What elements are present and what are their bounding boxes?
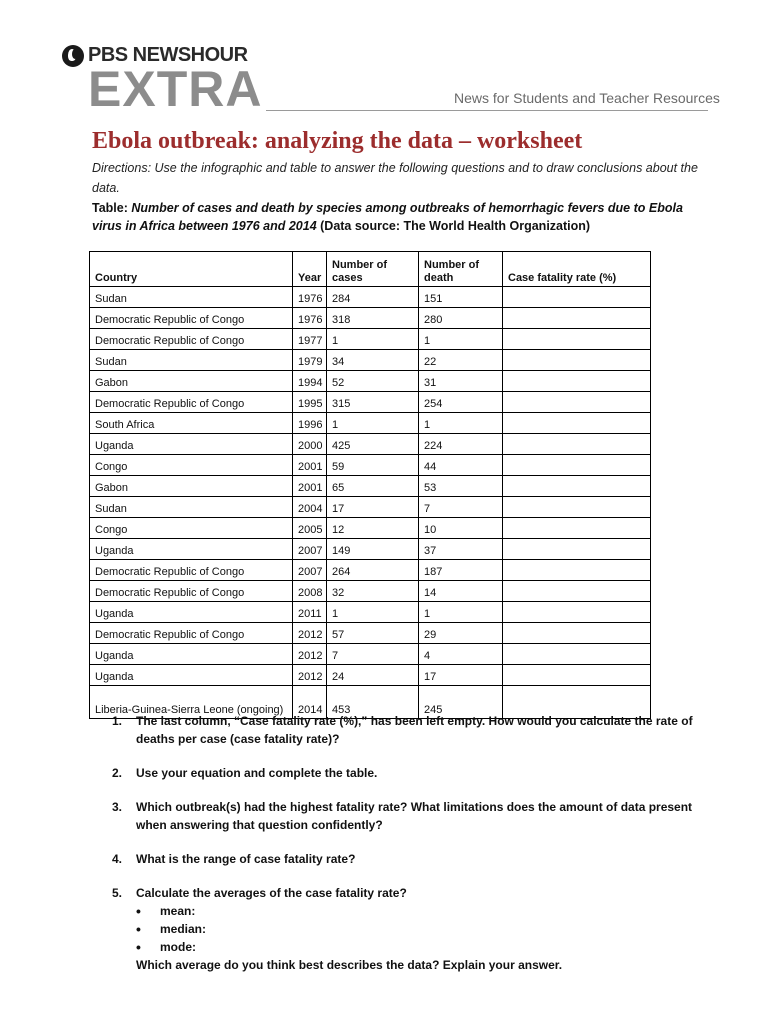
cell-year: 1979	[293, 350, 327, 371]
average-label: mean:	[160, 904, 196, 918]
cell-cases: 1	[327, 329, 419, 350]
question-item	[112, 884, 722, 974]
cell-fatality-rate[interactable]	[503, 392, 651, 413]
cell-fatality-rate[interactable]	[503, 518, 651, 539]
cell-country: Uganda	[90, 434, 293, 455]
cell-cases: 264	[327, 560, 419, 581]
header-fatality-rate: Case fatality rate (%)	[503, 252, 651, 287]
cell-cases: 17	[327, 497, 419, 518]
cell-year: 2001	[293, 455, 327, 476]
cell-deaths: 1	[419, 602, 503, 623]
cell-deaths: 187	[419, 560, 503, 581]
table-row	[90, 371, 651, 392]
cell-deaths: 44	[419, 455, 503, 476]
question-item	[112, 850, 722, 868]
table-caption	[92, 199, 712, 235]
cell-cases: 57	[327, 623, 419, 644]
cell-cases: 52	[327, 371, 419, 392]
question-item	[112, 764, 722, 782]
cell-cases: 315	[327, 392, 419, 413]
brand-name: PBS NEWSHOUR	[88, 44, 248, 66]
table-row	[90, 539, 651, 560]
table-row	[90, 434, 651, 455]
cell-country: Democratic Republic of Congo	[90, 329, 293, 350]
cell-deaths: 4	[419, 644, 503, 665]
average-item	[136, 938, 722, 956]
table-row	[90, 329, 651, 350]
cell-fatality-rate[interactable]	[503, 665, 651, 686]
header-year: Year	[293, 252, 327, 287]
caption-lead: Table:	[92, 201, 128, 215]
cell-country: Sudan	[90, 497, 293, 518]
question-number: 2.	[112, 766, 123, 780]
average-item	[136, 902, 722, 920]
table-row	[90, 497, 651, 518]
cell-country: Democratic Republic of Congo	[90, 581, 293, 602]
question-item	[112, 712, 722, 748]
cell-fatality-rate[interactable]	[503, 602, 651, 623]
cell-cases: 32	[327, 581, 419, 602]
question-item	[112, 798, 722, 834]
average-label: mode:	[160, 940, 196, 954]
cell-fatality-rate[interactable]	[503, 371, 651, 392]
cell-year: 2014	[293, 686, 327, 719]
question-text: Which outbreak(s) had the highest fatality rate? What limitations does the amount of data present when answering that question confidently?	[136, 800, 693, 832]
cell-cases: 149	[327, 539, 419, 560]
cell-deaths: 29	[419, 623, 503, 644]
cell-year: 2007	[293, 560, 327, 581]
table-row	[90, 350, 651, 371]
cell-cases: 284	[327, 287, 419, 308]
cell-deaths: 7	[419, 497, 503, 518]
cell-fatality-rate[interactable]	[503, 497, 651, 518]
cell-cases: 1	[327, 413, 419, 434]
cell-year: 1996	[293, 413, 327, 434]
cell-fatality-rate[interactable]	[503, 434, 651, 455]
table-row	[90, 644, 651, 665]
question-text: Calculate the averages of the case fatality rate?	[136, 886, 407, 900]
table-row	[90, 455, 651, 476]
cell-deaths: 53	[419, 476, 503, 497]
cell-year: 1976	[293, 308, 327, 329]
cell-deaths: 245	[419, 686, 503, 719]
question-followup: Which average do you think best describes the data? Explain your answer.	[136, 958, 563, 972]
average-label: median:	[160, 922, 207, 936]
pbs-head-icon	[62, 45, 84, 67]
cell-year: 2012	[293, 644, 327, 665]
bullet-icon: •	[136, 939, 141, 955]
cell-country: Democratic Republic of Congo	[90, 392, 293, 413]
cell-deaths: 17	[419, 665, 503, 686]
question-text: What is the range of case fatality rate?	[136, 852, 356, 866]
cell-year: 1995	[293, 392, 327, 413]
cell-fatality-rate[interactable]	[503, 287, 651, 308]
brand-sub: EXTRA	[88, 61, 263, 117]
cell-country: Uganda	[90, 539, 293, 560]
cell-deaths: 151	[419, 287, 503, 308]
question-number: 3.	[112, 800, 123, 814]
question-list	[112, 712, 722, 990]
cell-year: 2000	[293, 434, 327, 455]
cell-year: 2004	[293, 497, 327, 518]
cell-year: 2008	[293, 581, 327, 602]
average-list	[136, 902, 722, 956]
cell-year: 2012	[293, 665, 327, 686]
cell-cases: 7	[327, 644, 419, 665]
cell-fatality-rate[interactable]	[503, 308, 651, 329]
cell-cases: 425	[327, 434, 419, 455]
cell-cases: 1	[327, 602, 419, 623]
cell-fatality-rate[interactable]	[503, 350, 651, 371]
bullet-icon: •	[136, 921, 141, 937]
cell-deaths: 14	[419, 581, 503, 602]
cell-year: 2011	[293, 602, 327, 623]
cell-fatality-rate[interactable]	[503, 539, 651, 560]
header	[0, 0, 768, 120]
table-header-row	[90, 252, 651, 287]
question-text: The last column, “Case fatality rate (%),” has been left empty. How would you calculate the rate of deaths per case (case fatality rate)?	[136, 714, 693, 746]
table-row	[90, 308, 651, 329]
table-row	[90, 560, 651, 581]
cell-cases: 34	[327, 350, 419, 371]
cell-fatality-rate[interactable]	[503, 581, 651, 602]
cell-cases: 12	[327, 518, 419, 539]
cell-year: 1976	[293, 287, 327, 308]
header-divider	[266, 110, 708, 111]
cell-fatality-rate[interactable]	[503, 476, 651, 497]
cell-year: 1977	[293, 329, 327, 350]
caption-description: Number of cases and death by species among outbreaks of hemorrhagic fevers due to Ebola virus in Africa between 1976 and 2014	[92, 201, 683, 233]
cell-fatality-rate[interactable]	[503, 413, 651, 434]
cell-fatality-rate[interactable]	[503, 455, 651, 476]
table-row	[90, 413, 651, 434]
directions-text: Directions: Use the infographic and table to answer the following questions and to draw conclusions about the data.	[92, 161, 698, 195]
question-number: 1.	[112, 714, 123, 728]
cell-year: 2001	[293, 476, 327, 497]
question-text: Use your equation and complete the table.	[136, 766, 378, 780]
cell-country: Sudan	[90, 287, 293, 308]
cell-fatality-rate[interactable]	[503, 644, 651, 665]
cell-deaths: 37	[419, 539, 503, 560]
tagline: News for Students and Teacher Resources	[454, 90, 720, 106]
table-row	[90, 623, 651, 644]
cell-country: Democratic Republic of Congo	[90, 560, 293, 581]
cell-fatality-rate[interactable]	[503, 560, 651, 581]
cell-cases: 59	[327, 455, 419, 476]
cell-fatality-rate[interactable]	[503, 623, 651, 644]
table-row	[90, 476, 651, 497]
cell-year: 1994	[293, 371, 327, 392]
cell-country: Sudan	[90, 350, 293, 371]
cell-country: Liberia-Guinea-Sierra Leone (ongoing)	[90, 686, 293, 719]
header-cases: Number of cases	[327, 252, 419, 287]
cell-country: Gabon	[90, 371, 293, 392]
table-row	[90, 581, 651, 602]
cell-country: South Africa	[90, 413, 293, 434]
cell-country: Uganda	[90, 644, 293, 665]
cell-country: Congo	[90, 518, 293, 539]
cell-country: Uganda	[90, 602, 293, 623]
cell-country: Democratic Republic of Congo	[90, 623, 293, 644]
cell-deaths: 224	[419, 434, 503, 455]
cell-fatality-rate[interactable]	[503, 329, 651, 350]
cell-year: 2007	[293, 539, 327, 560]
table-row	[90, 602, 651, 623]
table-row	[90, 665, 651, 686]
cell-year: 2012	[293, 623, 327, 644]
cell-deaths: 1	[419, 329, 503, 350]
cell-deaths: 1	[419, 413, 503, 434]
cell-country: Democratic Republic of Congo	[90, 308, 293, 329]
cell-cases: 318	[327, 308, 419, 329]
table-row	[90, 392, 651, 413]
cell-deaths: 31	[419, 371, 503, 392]
average-item	[136, 920, 722, 938]
caption-source: (Data source: The World Health Organization)	[320, 219, 591, 233]
cell-country: Congo	[90, 455, 293, 476]
ebola-data-table	[89, 251, 651, 719]
cell-year: 2005	[293, 518, 327, 539]
cell-deaths: 280	[419, 308, 503, 329]
cell-deaths: 10	[419, 518, 503, 539]
table-row	[90, 287, 651, 308]
question-number: 4.	[112, 852, 123, 866]
cell-deaths: 254	[419, 392, 503, 413]
cell-country: Gabon	[90, 476, 293, 497]
header-deaths: Number of death	[419, 252, 503, 287]
cell-deaths: 22	[419, 350, 503, 371]
cell-country: Uganda	[90, 665, 293, 686]
page-title: Ebola outbreak: analyzing the data – worksheet	[92, 128, 583, 154]
cell-cases: 453	[327, 686, 419, 719]
bullet-icon: •	[136, 903, 141, 919]
cell-cases: 65	[327, 476, 419, 497]
header-country: Country	[90, 252, 293, 287]
table-row	[90, 518, 651, 539]
cell-cases: 24	[327, 665, 419, 686]
question-number: 5.	[112, 886, 123, 900]
